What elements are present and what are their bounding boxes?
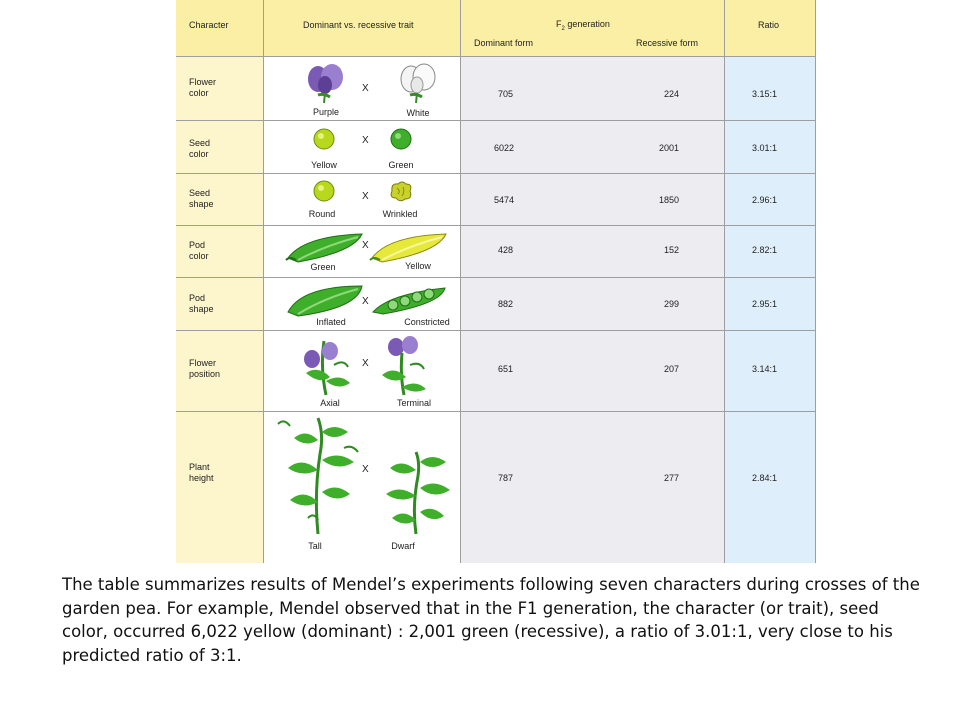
dominant-label: Round <box>308 209 336 219</box>
dominant-label: Tall <box>308 541 322 551</box>
tall-plant-icon <box>274 414 364 536</box>
cross-symbol: X <box>362 135 369 146</box>
green-seed-icon <box>389 127 413 151</box>
recessive-count: 207 <box>664 364 680 374</box>
mendel-results-table <box>176 0 816 562</box>
recessive-count: 224 <box>664 89 680 99</box>
white-flower-icon <box>398 63 438 105</box>
dominant-label: Green <box>310 262 336 272</box>
inflated-pod-icon <box>284 282 366 318</box>
dominant-count: 6022 <box>494 143 515 153</box>
character-name: Flower color <box>189 77 217 98</box>
dominant-count: 5474 <box>494 195 515 205</box>
cross-symbol: X <box>362 358 369 369</box>
recessive-count: 2001 <box>659 143 680 153</box>
recessive-label: Green <box>388 160 414 170</box>
table-row <box>176 173 816 226</box>
recessive-count: 1850 <box>659 195 680 205</box>
character-name: Flower position <box>189 358 221 379</box>
character-name: Pod shape <box>189 293 214 314</box>
recessive-label: Yellow <box>405 261 431 271</box>
constricted-pod-icon <box>369 284 449 318</box>
table-header <box>176 0 816 56</box>
dominant-count: 705 <box>498 89 514 99</box>
yellow-seed-icon <box>312 127 336 151</box>
header-trait: Dominant vs. recessive trait <box>303 20 414 30</box>
recessive-label: Terminal <box>396 398 431 408</box>
cross-symbol: X <box>362 464 369 475</box>
table-row <box>176 56 816 121</box>
dominant-label: Purple <box>312 107 339 117</box>
ratio-value: 2.96:1 <box>752 195 778 205</box>
ratio-value: 3.01:1 <box>752 143 778 153</box>
character-name: Seed shape <box>189 188 214 209</box>
dominant-count: 787 <box>498 473 514 483</box>
cross-symbol: X <box>362 296 369 307</box>
table-row <box>176 277 816 331</box>
table-row <box>176 411 816 563</box>
terminal-flower-icon <box>374 335 434 397</box>
recessive-count: 299 <box>664 299 680 309</box>
dominant-count: 428 <box>498 245 514 255</box>
cross-symbol: X <box>362 83 369 94</box>
ratio-value: 2.84:1 <box>752 473 778 483</box>
header-f2-generation: $F_2$ generation <box>556 19 610 32</box>
recessive-label: Wrinkled <box>382 209 418 219</box>
recessive-count: 152 <box>664 245 680 255</box>
caption-text: The table summarizes results of Mendel’s experiments following seven characters during crosses of the garden pea. For example, Mendel observed that in the F1 generation, the character (or trait), seed color, occurred 6,022 yellow (dominant) : 2,001 green (recessive), a ratio of 3.01:1, very close to his predicted ratio of 3:1. <box>62 575 920 665</box>
wrinkled-seed-icon <box>388 179 414 203</box>
dwarf-plant-icon <box>378 446 454 536</box>
dominant-label: Inflated <box>316 317 346 327</box>
cross-symbol: X <box>362 191 369 202</box>
character-name: Seed color <box>189 138 211 159</box>
axial-flower-icon <box>296 337 356 397</box>
green-pod-icon <box>284 230 366 264</box>
header-character: Character <box>189 20 229 30</box>
round-seed-icon <box>312 179 336 203</box>
dominant-label: Axial <box>320 398 340 408</box>
header-ratio: Ratio <box>758 20 780 30</box>
cross-symbol: X <box>362 240 369 251</box>
recessive-count: 277 <box>664 473 680 483</box>
header-recessive-form: Recessive form <box>636 38 699 48</box>
table-row <box>176 225 816 278</box>
purple-flower-icon <box>306 63 346 105</box>
dominant-count: 882 <box>498 299 514 309</box>
ratio-value: 3.15:1 <box>752 89 778 99</box>
ratio-value: 2.95:1 <box>752 299 778 309</box>
table-row <box>176 330 816 412</box>
ratio-value: 3.14:1 <box>752 364 778 374</box>
header-dominant-form: Dominant form <box>474 38 534 48</box>
dominant-label: Yellow <box>311 160 337 170</box>
table-row <box>176 120 816 174</box>
recessive-label: Dwarf <box>391 541 415 551</box>
recessive-label: White <box>406 108 430 118</box>
yellow-pod-icon <box>368 230 450 264</box>
character-name: Pod color <box>189 240 209 261</box>
ratio-value: 2.82:1 <box>752 245 778 255</box>
recessive-label: Constricted <box>404 317 450 327</box>
character-name: Plant height <box>189 462 214 483</box>
dominant-count: 651 <box>498 364 514 374</box>
